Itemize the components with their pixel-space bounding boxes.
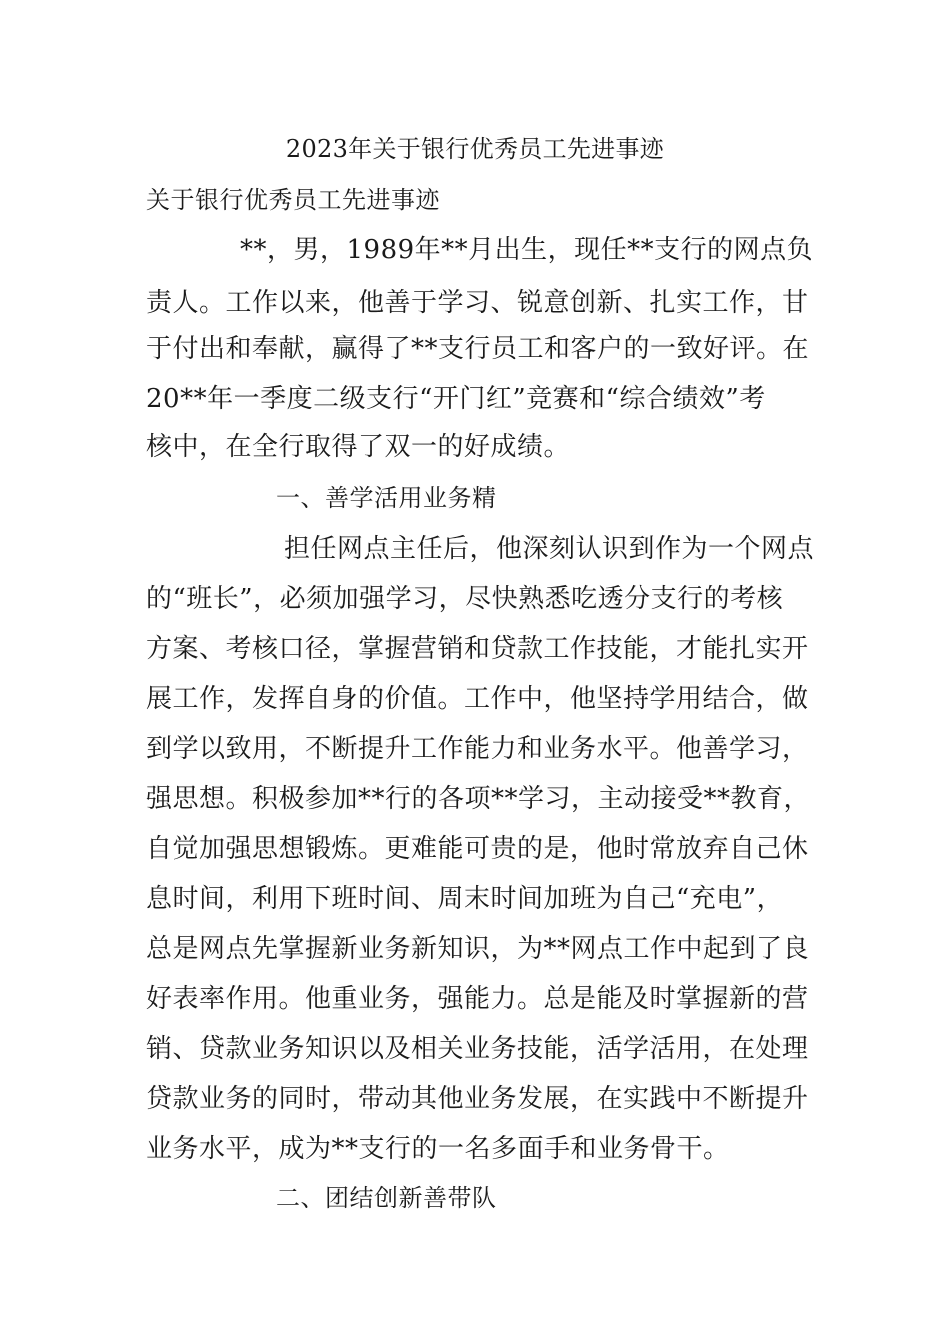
paragraph-line: 担任网点主任后，他深刻认识到作为一个网点 [284, 534, 815, 564]
paragraph-line: 息时间，利用下班时间、周末时间加班为自己“充电”， [146, 884, 784, 914]
paragraph-line: 总是网点先掌握新业务新知识，为**网点工作中起到了良 [146, 934, 810, 964]
paragraph-line: 责人。工作以来，他善于学习、锐意创新、扎实工作，甘 [146, 288, 809, 318]
paragraph-line: **，男，1989年**月出生，现任**支行的网点负 [240, 235, 814, 265]
paragraph-line: 20**年一季度二级支行“开门红”竞赛和“综合绩效”考 [146, 384, 766, 414]
paragraph-line: 到学以致用，不断提升工作能力和业务水平。他善学习， [146, 734, 809, 764]
paragraph-line: 于付出和奉献，赢得了**支行员工和客户的一致好评。在 [146, 334, 810, 364]
section-heading-1: 一、善学活用业务精 [276, 484, 497, 512]
paragraph-line: 业务水平，成为**支行的一名多面手和业务骨干。 [146, 1134, 730, 1164]
document-subtitle: 关于银行优秀员工先进事迹 [146, 186, 440, 214]
paragraph-line: 方案、考核口径，掌握营销和贷款工作技能，才能扎实开 [146, 634, 809, 664]
paragraph-line: 自觉加强思想锻炼。更难能可贵的是，他时常放弃自己休 [146, 834, 809, 864]
paragraph-line: 强思想。积极参加**行的各项**学习，主动接受**教育， [146, 784, 811, 814]
paragraph-line: 好表率作用。他重业务，强能力。总是能及时掌握新的营 [146, 984, 809, 1014]
paragraph-line: 贷款业务的同时，带动其他业务发展，在实践中不断提升 [146, 1084, 809, 1114]
paragraph-line: 销、贷款业务知识以及相关业务技能，活学活用，在处理 [146, 1034, 809, 1064]
section-heading-2: 二、团结创新善带队 [276, 1184, 497, 1212]
paragraph-line: 的“班长”，必须加强学习，尽快熟悉吃透分支行的考核 [146, 584, 784, 614]
paragraph-line: 核中，在全行取得了双一的好成绩。 [146, 432, 571, 462]
document-title: 2023年关于银行优秀员工先进事迹 [285, 135, 665, 163]
paragraph-line: 展工作，发挥自身的价值。工作中，他坚持学用结合，做 [146, 684, 809, 714]
